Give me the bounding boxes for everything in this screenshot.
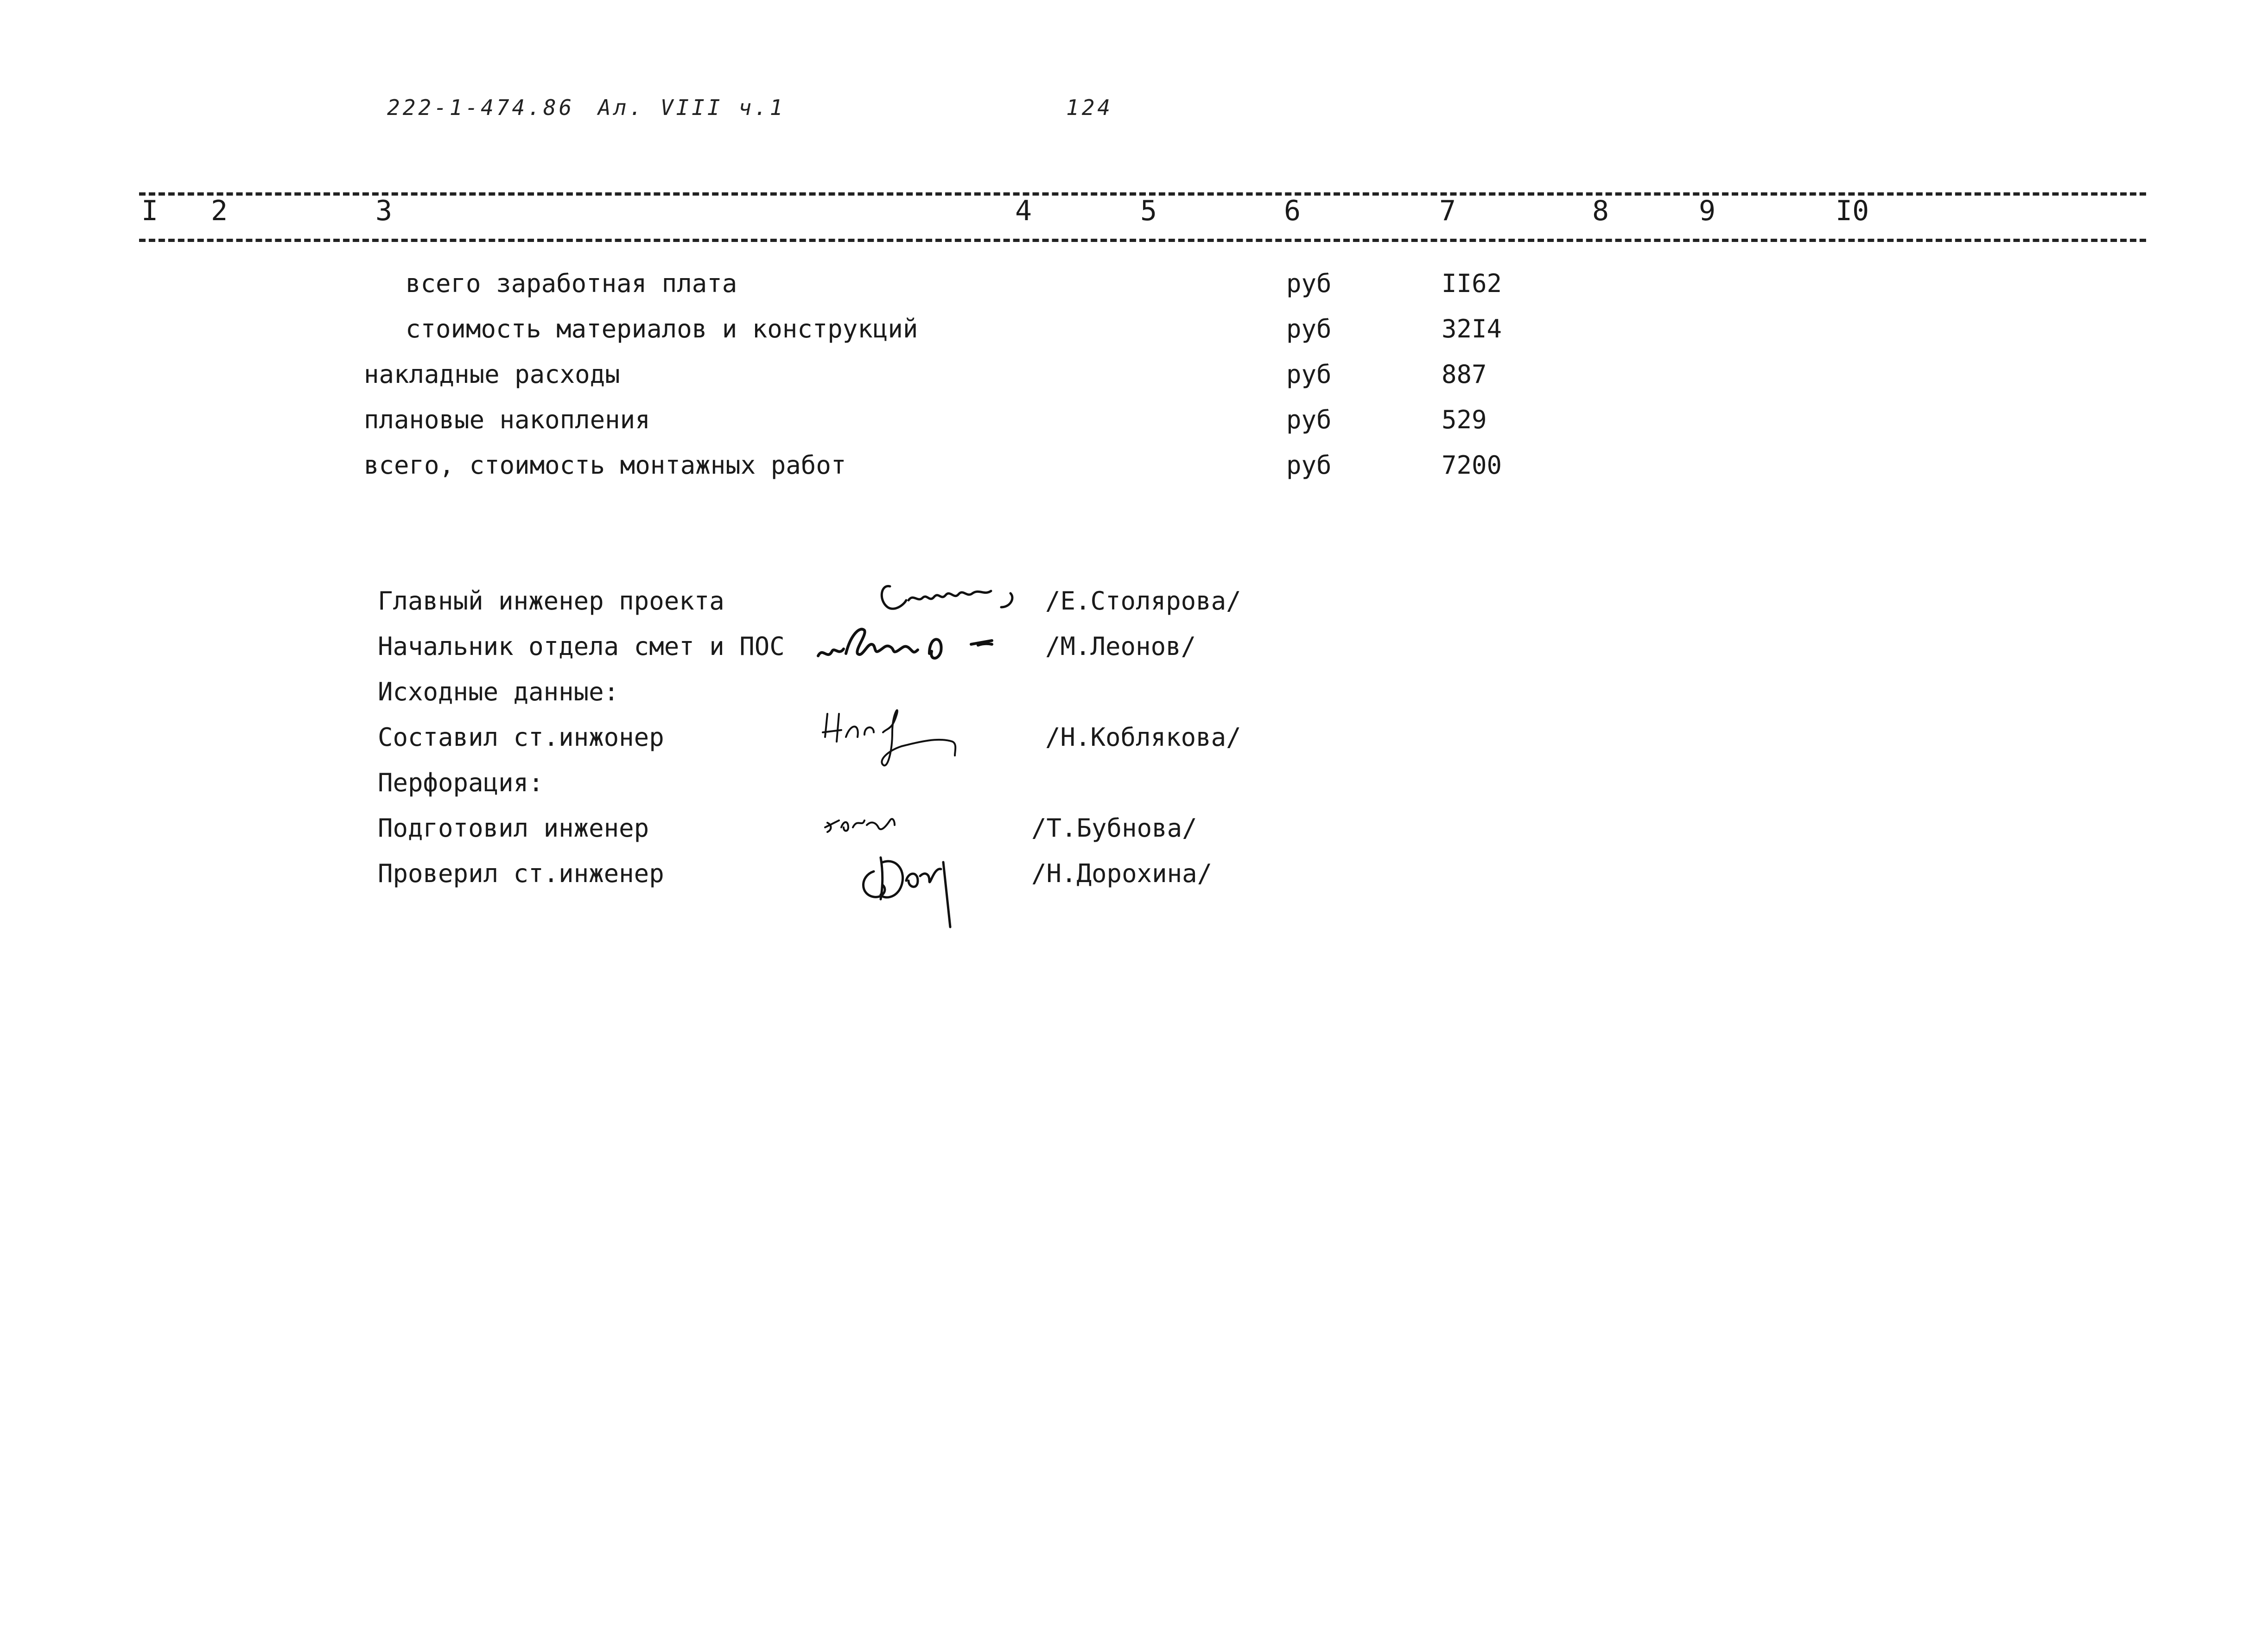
handwritten-signature bbox=[820, 809, 913, 841]
signer-name: /Н.Коблякова/ bbox=[1045, 723, 1241, 752]
signer-name: /Т.Бубнова/ bbox=[1031, 813, 1197, 843]
album-number: Ал. VIII ч.1 bbox=[598, 95, 786, 120]
column-number-1: I bbox=[141, 195, 159, 227]
row-unit: руб bbox=[1286, 451, 1332, 480]
signer-name: /Е.Столярова/ bbox=[1045, 586, 1241, 616]
row-label: плановые накопления bbox=[364, 405, 650, 434]
row-value: 7200 bbox=[1442, 451, 1502, 480]
signer-name: /М.Леонов/ bbox=[1045, 632, 1196, 661]
row-value: II62 bbox=[1442, 269, 1502, 298]
column-number-6: 6 bbox=[1284, 195, 1301, 227]
handwritten-signature bbox=[871, 572, 1020, 623]
row-label: накладные расходы bbox=[364, 360, 620, 389]
row-unit: руб bbox=[1286, 405, 1332, 434]
signature-role: Перфорация: bbox=[378, 768, 544, 797]
column-number-10: I0 bbox=[1836, 195, 1869, 227]
column-number-3: 3 bbox=[375, 195, 393, 227]
column-number-2: 2 bbox=[211, 195, 228, 227]
signature-role: Проверил ст.инженер bbox=[378, 859, 664, 888]
column-number-8: 8 bbox=[1592, 195, 1609, 227]
signer-name: /Н.Дорохина/ bbox=[1031, 859, 1213, 888]
row-value: 32I4 bbox=[1442, 314, 1502, 343]
column-number-4: 4 bbox=[1015, 195, 1032, 227]
row-unit: руб bbox=[1286, 360, 1332, 389]
table-header-bottom-rule bbox=[139, 239, 2146, 242]
row-value: 529 bbox=[1442, 405, 1487, 434]
column-number-9: 9 bbox=[1699, 195, 1716, 227]
row-label: стоимость материалов и конструкций bbox=[406, 314, 918, 343]
row-unit: руб bbox=[1286, 314, 1332, 343]
row-unit: руб bbox=[1286, 269, 1332, 298]
handwritten-signature bbox=[813, 616, 1017, 667]
signature-role: Главный инженер проекта bbox=[378, 586, 724, 616]
row-label: всего, стоимость монтажных работ bbox=[364, 451, 846, 480]
column-number-7: 7 bbox=[1439, 195, 1456, 227]
handwritten-signature bbox=[818, 705, 971, 779]
row-label: всего заработная плата bbox=[406, 269, 737, 298]
row-value: 887 bbox=[1442, 360, 1487, 389]
handwritten-signature bbox=[855, 848, 980, 932]
signature-role: Составил ст.инжонер bbox=[378, 723, 664, 752]
signature-role: Исходные данные: bbox=[378, 677, 619, 706]
column-number-5: 5 bbox=[1140, 195, 1157, 227]
signature-role: Подготовил инженер bbox=[378, 813, 649, 843]
page-number: 124 bbox=[1066, 95, 1113, 120]
signature-role: Начальник отдела смет и ПОС bbox=[378, 632, 785, 661]
document-code: 222-1-474.86 bbox=[387, 95, 575, 120]
